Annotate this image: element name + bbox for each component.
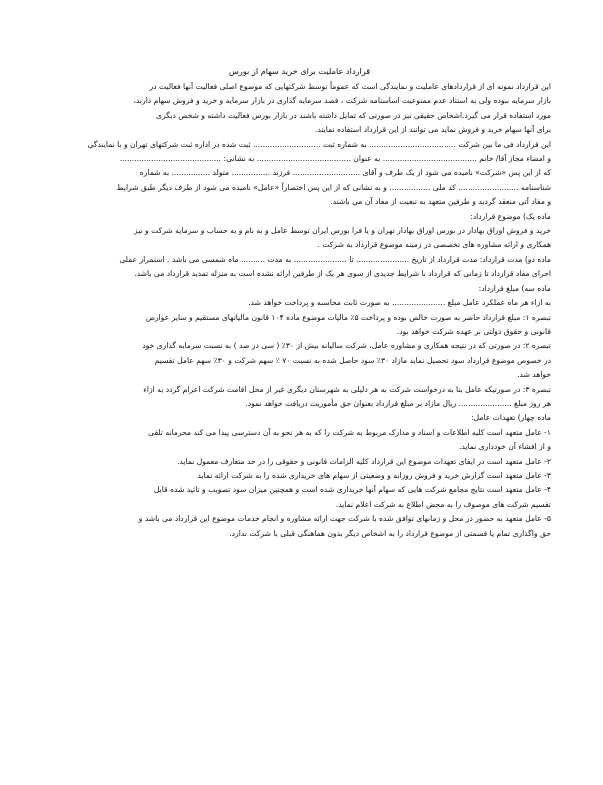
text-line: تبصره ۱: مبلغ قرارداد حاضر به صورت خالص بوده و پرداخت ۵٪ مالیات موضوع ماده ۱۰۴ قانون مالیاتهای مستقیم و سایر عوارض <box>145 312 551 322</box>
text-line: هر روز مبلغ ...................... ریال مازاد بر مبلغ قرارداد بعنوان حق مأموریت دریافت خواهد نمود. <box>245 398 551 408</box>
text-line: ۵- عامل متعهد به حضور در محل و زمانهای توافق شده با شرکت جهت ارائه مشاوره و انجام خدمات موضوع این قرارداد می باشد و <box>138 514 551 524</box>
contract-page <box>48 64 551 541</box>
text-line: و از افشاء آن خودداری نماید. <box>458 442 551 452</box>
text-line: خواهد شد. <box>517 370 551 380</box>
text-line: ۲- عامل متعهد است در ایفای تعهدات موضوع این قرارداد کلیه الزامات قانونی و حقوقی را در حد متعارف معمول نماید. <box>177 456 551 466</box>
text-line: این قرارداد نمونه ای از قراردادهای عاملیت و نمایندگی است که عموماً توسط شرکتهایی که موضوع اصلی فعالیت آنها فعالیت در <box>149 82 551 91</box>
article-4 <box>48 411 551 541</box>
text-line: ماده چهار) تعهدات عامل: <box>471 413 551 423</box>
text-line: به ازاء هر ماه عملکرد عامل مبلغ ...................... به صورت ثابت محاسبه و پرداخت خواهد شد. <box>248 298 551 308</box>
text-line: در خصوص موضوع قرارداد سود تحصیل نماید مازاد ۳۰٪ سود حاصل شده به نسبت ۷۰ ٪ سهم شرکت و ۳۰٪ سهم عامل تقسیم <box>154 355 551 365</box>
text-line: ۱- عامل متعهد است کلیه اطلاعات و اسناد و مدارک مربوط به شرکت را که به هر نحو به آن دسترسی پیدا می کند محرمانه تلقی <box>148 427 551 437</box>
text-line: ۳- عامل متعهد است گزارش خرید و فروش روزانه و وضعیتی از سهام های خریداری شده را به شرکت ارائه نماید <box>197 470 551 480</box>
text-line: ماده سه) مبلغ قرارداد: <box>478 283 551 293</box>
text-line: تبصره ۳: در صورتیکه عامل بنا به درخواست شرکت به هر دلیلی به شهرستان دیگری غیر از محل اقامت شرکت اعزام گردد به ازاء <box>143 384 551 394</box>
text-line: که از این پس «شرکت» نامیده می شود از یک طرف و آقای ............................ فرزند ................ متولد ................ به شماره <box>139 168 551 178</box>
text-line: بازار سرمایه نبوده ولی به استناد عدم ممنوعیت اساسنامه شرکت ، قصد سرمایه گذاری در بازار سرمایه و خرید و فروش سهام دارند، <box>133 96 551 106</box>
text-line: این قرارداد فی ما بین شرکت .................................... به شماره ثبت ............................ ثبت شده در اداره ثبت شرکتهای تهران و با نمایندگی <box>87 139 551 149</box>
text-line: ماده یک) موضوع قرارداد: <box>470 211 551 221</box>
text-line: تقسیم شرکت های موصوف را به محض اطلاع به شرکت اعلام نماید. <box>335 499 551 509</box>
intro-paragraph <box>48 80 551 138</box>
document-title: قرارداد عاملیت برای خرید سهام از بورس <box>228 66 371 76</box>
text-line: خرید و فروش اوراق بهادار در بورس اوراق بهادار تهران و یا فرا بورس ایران توسط عامل و به نام و به حساب و سرمایه شرکت و نیز <box>134 226 551 236</box>
document-body <box>48 80 551 541</box>
text-line: ماده دو) مدت قرارداد: مدت قرارداد از تاریخ ...................... تا ...................... به مدت .......... ماه شمسی می باشد . استمرار عملی <box>119 254 551 264</box>
text-line: حق واگذاری تمام یا قسمتی از موضوع قرارداد را به اشخاص دیگر بدون هماهنگی قبلی با شرکت ندارد. <box>229 528 551 538</box>
text-line: اجرای مفاد قرارداد تا زمانی که قرارداد با شرایط جدیدی از سوی هر یک از طرفین ارائه نشده است به منزله تمدید قرارداد می باشد. <box>134 269 551 279</box>
text-line: شناسنامه ......................... کد ملی ................. و به نشانی که از این پس اختصاراً «عامل» نامیده می شود از طرف دیگر طبق شرایط <box>116 182 551 192</box>
text-line: قانونی و حقوق دولتی بر عهده شرکت خواهد بود. <box>396 326 551 336</box>
text-line: و امضاء مجاز آقا/ خانم ....................................... به عنوان ....................................... به نشانی: .......................................... <box>119 154 551 164</box>
text-line: مورد استفاده قرار می گیرد.اشخاص حقیقی نیز در صورتی که تمایل داشته باشند در بازار بورس فعالیت داشته و شخص دیگری <box>156 110 551 120</box>
text-line: تبصره ۲: در صورتی که در نتیجه همکاری و مشاوره عامل، شرکت سالیانه بیش از ۳۰٪ ( سی در صد ) به نسبت سرمایه گذاری خود <box>142 341 551 351</box>
parties-paragraph <box>48 138 551 210</box>
article-1 <box>48 210 551 253</box>
text-line: برای آنها سهام خرید و فروش نماید می توانند از این قرارداد استفاده نمایند. <box>314 125 551 135</box>
text-line: همکاری و ارائه مشاوره های تخصصی در زمینه موضوع قرارداد به شرکت . <box>317 240 551 250</box>
article-3 <box>48 282 551 412</box>
text-line: ۴- عامل متعهد است نتایج مجامع شرکت هایی که سهام آنها خریداری شده است و همچنین میزان سود تصویب و تائید شده قابل <box>153 485 551 495</box>
text-line: و مفاد آتی منعقد گردید و طرفین متعهد به تبعیت از مفاد آن می باشند. <box>330 197 551 207</box>
article-2 <box>48 253 551 282</box>
